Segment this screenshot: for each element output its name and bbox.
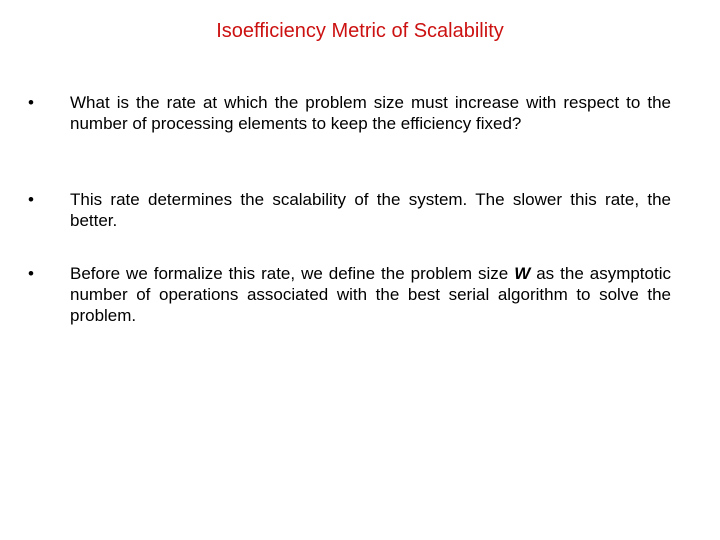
slide-title: Isoefficiency Metric of Scalability (216, 20, 504, 42)
bullet-text-3-after: as the asymptotic number of operations associated with the best serial algorithm to solve the problem. (70, 264, 671, 325)
bullet-text-3 (70, 263, 671, 326)
bullet-marker: • (28, 93, 34, 112)
bullet-marker: • (28, 264, 34, 283)
bullet-text-2: This rate determines the scalability of the system. The slower this rate, the better. (70, 190, 671, 230)
problem-size-symbol: W (514, 264, 531, 283)
bullet-text-3-before: Before we formalize this rate, we define the problem size (70, 264, 515, 283)
bullet-marker: • (28, 190, 34, 209)
bullet-text-1: What is the rate at which the problem size must increase with respect to the number of processing elements to keep the efficiency fixed? (70, 93, 671, 133)
